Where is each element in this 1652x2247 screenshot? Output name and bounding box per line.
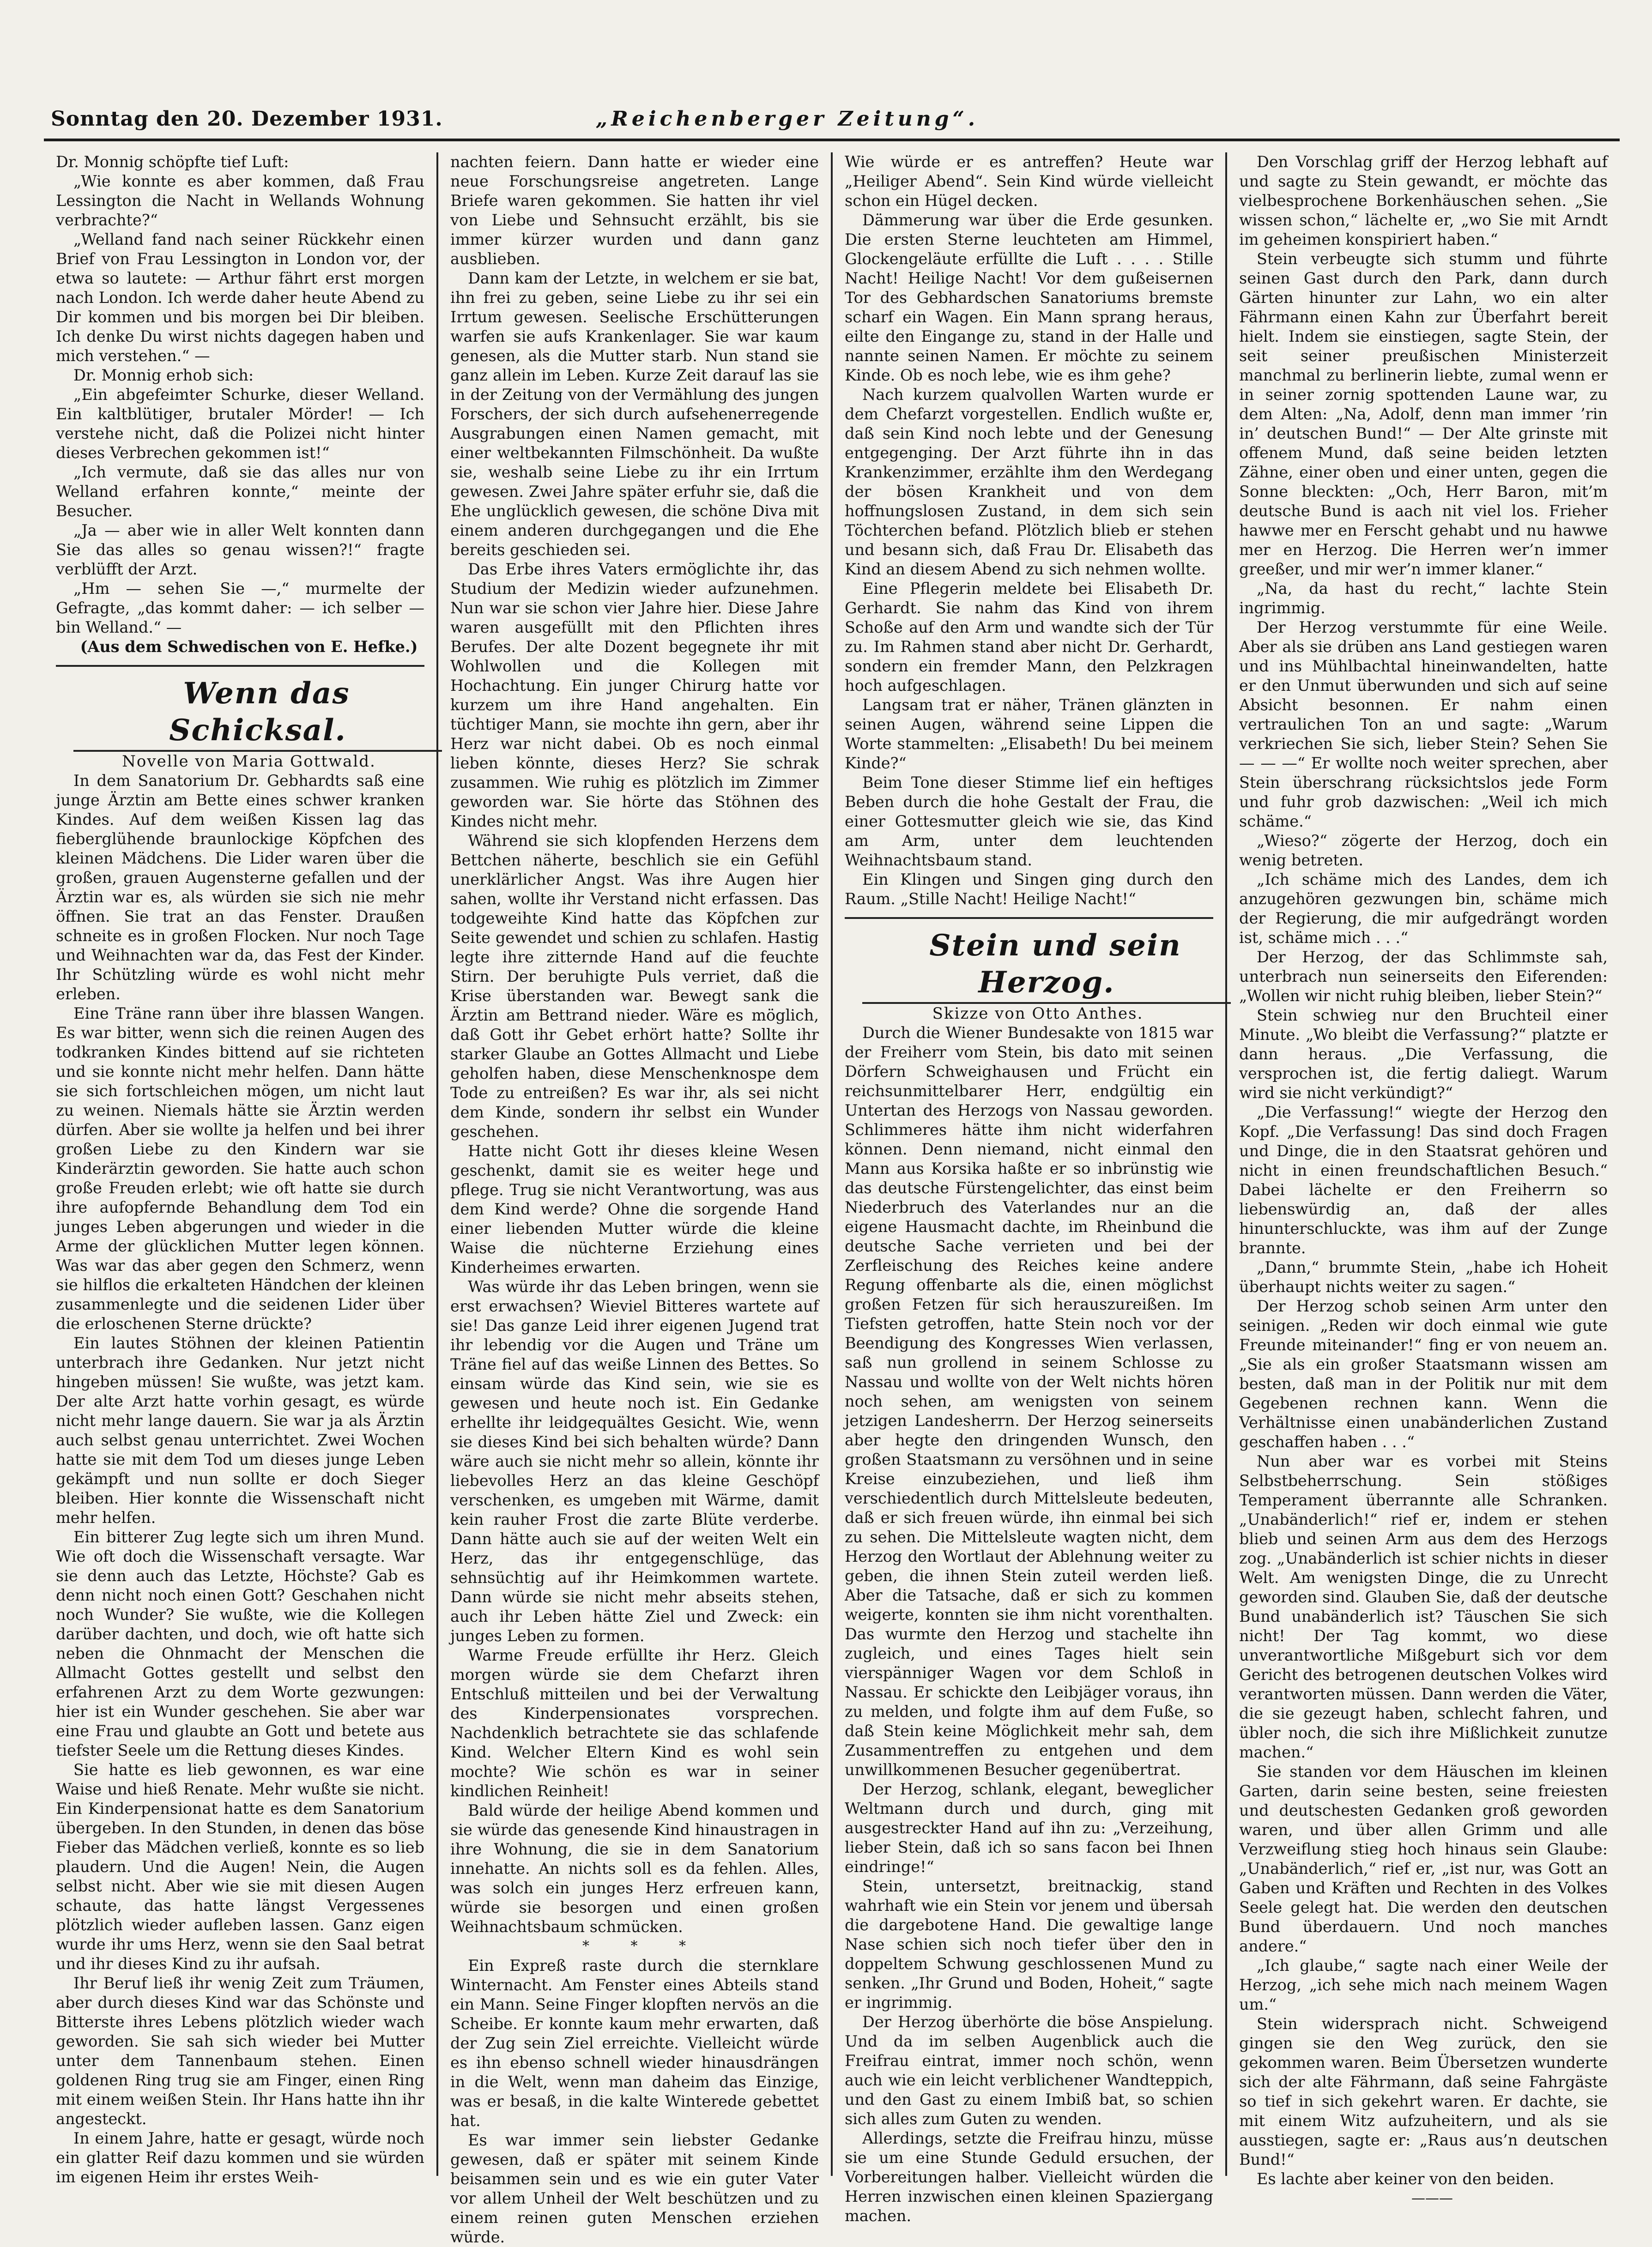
paragraph: Der Herzog überhörte die böse Anspielung. Und da im selben Augenblick auch die Freifrau eintrat, immer noch schön, wenn auch wie ein leicht verblichener Wandteppich, und den Gast zu einem Imbiß bat, so schien sich alles zum Guten zu wenden. [845, 2013, 1213, 2128]
paragraph: Hatte nicht Gott ihr dieses kleine Wesen geschenkt, damit sie es weiter hege und pflege. Trug sie nicht Verantwortung, was aus dem Kind werde? Ohne die sorgende Hand einer liebenden Mutter würde die kleine Waise die nüchterne Erziehung eines Kinderheimes erwarten. [450, 1142, 819, 1276]
scene-break: * * * [582, 1938, 705, 1954]
paragraph: Langsam trat er näher, Tränen glänzten in seinen Augen, während seine Lippen die Worte stammelten: „Elisabeth! Du bei meinem Kinde?“ [845, 696, 1213, 772]
paragraph: Was würde ihr das Leben bringen, wenn sie erst erwachsen? Wieviel Bitteres wartete auf sie! Das ganze Leid ihrer eigenen Jugend trat ihr lebendig vor die Augen und Träne um Träne fiel auf das weiße Linnen des Bettes. So einsam würde das Kind sein, wie sie es gewesen und heute noch ist. Ein Gedanke erhellte ihr leidgequältes Gesicht. Wie, wenn sie dieses Kind bei sich behalten würde? Dann wäre auch sie nicht mehr so allein, könnte ihr liebevolles Herz an das kleine Geschöpf verschenken, es umgeben mit Wärme, damit kein rauher Frost die zarte Blüte verderbe. Dann hätte auch sie auf der weiten Welt ein Herz, das ihr entgegenschlüge, das sehnsüchtig auf ihr Heimkommen wartete. Dann würde sie nicht mehr abseits stehen, auch ihr Leben hätte Ziel und Zweck: ein junges Leben zu formen. [450, 1278, 819, 1645]
paragraph: Es lachte aber keiner von den beiden. [1257, 2170, 1555, 2188]
paragraph: „Die Verfassung!“ wiegte der Herzog den Kopf. „Die Verfassung! Das sind doch Fragen und Dinge, die in den Staatsrat gehören und nicht in einen freundschaftlichen Besuch.“ Dabei lächelte er den Freiherrn so liebenswürdig an, daß der alles hinunterschluckte, was ihm auf der Zunge brannte. [1239, 1103, 1608, 1257]
paragraph: Der Herzog, der das Schlimmste sah, unterbrach nun seinerseits den Eiferenden: „Wollen wir nicht ruhig bleiben, lieber Stein?“ [1239, 948, 1608, 1005]
paragraph: Eine Träne rann über ihre blassen Wangen. Es war bitter, wenn sich die reinen Augen des todkranken Kindes bittend auf sie richteten und sie konnte nicht mehr helfen. Dann hätte sie sich fortschleichen mögen, um nicht laut zu weinen. Niemals hätte sie Ärztin werden dürfen. Aber sie wollte ja helfen und bei ihrer großen Liebe zu den Kindern war sie Kinderärztin geworden. Sie hatte auch schon große Freuden erlebt; wie oft hatte sie durch ihre aufopfernde Behandlung dem Tod ein junges Leben abgerungen und wieder in die Arme der glücklichen Mutter legen können. Was war das aber gegen den Schmerz, wenn sie hilflos die erkalteten Händchen der kleinen zusammenlegte und die seidenen Lider über die erloschenen Sterne drückte? [56, 1004, 424, 1333]
column-3 [833, 152, 1227, 2225]
paragraph: Stein schwieg nur den Bruchteil einer Minute. „Wo bleibt die Verfassung?“ platzte er dann heraus. „Die Verfassung, die versprochen ist, die fertig daliegt. Warum wird sie nicht verkündigt?“ [1239, 1006, 1608, 1102]
paragraph: Ein Klingen und Singen ging durch den Raum. „Stille Nacht! Heilige Nacht!“ [845, 870, 1213, 908]
paragraph: Allerdings, setzte die Freifrau hinzu, müsse sie um eine Stunde Geduld ersuchen, der Vorbereitungen halber. Vielleicht würden die Herren inzwischen einen kleinen Spaziergang machen. [845, 2129, 1213, 2225]
paragraph: Stein, untersetzt, breitnackig, stand wahrhaft wie ein Stein vor jenem und übersah die dargebotene Hand. Die gewaltige lange Nase schien sich noch tiefer über den in doppeltem Schwung geschlossenen Mund zu senken. „Ihr Grund und Boden, Hoheit,“ sagte er ingrimmig. [845, 1877, 1213, 2011]
paragraph: In einem Jahre, hatte er gesagt, würde noch ein glatter Reif dazu kommen und sie würden im eigenen Heim ihr erstes Weih- [56, 2129, 424, 2186]
paragraph: Dr. Monnig erhob sich: [73, 366, 254, 384]
story-title [56, 675, 424, 752]
issue-date: Sonntag den 20. Dezember 1931. [51, 107, 443, 131]
paragraph: Stein widersprach nicht. Schweigend gingen sie den Weg zurück, den sie gekommen waren. Beim Übersetzen wunderte sich der alte Fährmann, daß seine Fahrgäste so tief in sich gekehrt waren. Er dachte, sie mit einem Witz aufzuheitern, und als sie ausstiegen, sagte er: „Raus aus’n deutschen Bund!“ [1239, 2015, 1608, 2168]
paragraph: Sie standen vor dem Häuschen im kleinen Garten, darin seine besten, seine freiesten und deutschesten Gedanken groß geworden waren, und über allen Grimm und alle Verzweiflung stieg hoch hinaus sein Glaube: „Unabänderlich,“ rief er, „ist nur, was Gott an Gaben und Kräften und Rechten in des Volkes Seele gelegt hat. Die werden den deutschen Bund überdauern. Und noch manches andere.“ [1239, 1763, 1608, 1955]
paragraph: „Dann,“ brummte Stein, „habe ich Hoheit überhaupt nichts weiter zu sagen.“ [1239, 1258, 1608, 1296]
paragraph: Das Erbe ihres Vaters ermöglichte ihr, das Studium der Medizin wieder aufzunehmen. Nun war sie schon vier Jahre hier. Diese Jahre waren ausgefüllt mit den Pflichten ihres Berufes. Der alte Dozent begegnete ihr mit Wohlwollen und die Kollegen mit Hochachtung. Ein junger Chirurg hatte vor kurzem um ihre Hand angehalten. Ein tüchtiger Mann, sie mochte ihn gern, aber ihr Herz war nicht dabei. Ob es noch einmal lieben könnte, dieses Herz? Sie schrak zusammen. Wie ruhig es plötzlich im Zimmer geworden war. Sie hörte das Stöhnen des Kindes nicht mehr. [450, 560, 819, 830]
header-divider [44, 139, 1620, 141]
paragraph: Der Herzog schob seinen Arm unter den seinigen. „Reden wir doch einmal wie gute Freunde miteinander!“ fing er von neuem an. „Sie als ein großer Staatsmann wissen am besten, daß man in der Politik nur mit dem Gegebenen rechnen kann. Wenn die Verhältnisse einen unabänderlichen Zustand geschaffen haben . . .“ [1239, 1297, 1608, 1451]
paragraph: Stein verbeugte sich stumm und führte seinen Gast durch den Park, dann durch Gärten hinunter zur Lahn, wo ein alter Fährmann einen Kahn zur Überfahrt bereit hielt. Indem sie einstiegen, sagte Stein, der seit seiner preußischen Ministerzeit manchmal zu berlinerin liebte, zumal wenn er in seiner zornig spottenden Laune war, zu dem Alten: „Na, Adolf, denn man immer ’rin in’ deutschen Bund!“ — Der Alte grinste mit offenem Mund, daß seine beiden letzten Zähne, einer oben und einer unten, gegen die Sonne bleckten: „Och, Herr Baron, mit’m deutsche Bund is aach nit viel los. Frieher hawwe mer en Ferscht gehabt und nu hawwe mer en Herzog. Die Herren wer’n immer greeßer, und mir wer’n immer klaner.“ [1239, 250, 1608, 578]
column-2 [438, 152, 833, 2246]
paragraph: Durch die Wiener Bundesakte von 1815 war der Freiherr vom Stein, bis dato mit seinen Dörfern Schweighausen und Frücht ein reichsunmittelbarer Herr, endgültig ein Untertan des Herzogs von Nassau geworden. Schlimmeres hätte ihm nicht widerfahren können. Denn niemand, nicht einmal den Mann aus Korsika haßte er so inbrünstig wie das deutsche Fürstengelichter, das einst beim Niederbruch des Vaterlandes nur an die eigene Hausmacht dachte, im Rheinbund die deutsche Sache verrieten und bei der Zerfleischung des Reiches keine andere Regung offenbarte als die, einen möglichst großen Fetzen für sich herauszureißen. Im Tiefsten getroffen, hatte Stein noch vor der Beendigung des Kongresses Wien verlassen, saß nun grollend in seinem Schlosse zu Nassau und wollte von der Welt nichts hören noch sehen, am wenigsten von seinem jetzigen Landesherrn. Der Herzog seinerseits aber hegte den dringenden Wunsch, den großen Staatsmann zu versöhnen und in seine Kreise einzubeziehen, und ließ ihm verschiedentlich durch Mittelsleute bedeuten, daß er sich freuen würde, ihn einmal bei sich zu sehen. Die Mittelsleute wagten nicht, dem Herzog den Wortlaut der Ablehnung weiter zu geben, die ihnen Stein zuteil werden ließ. Aber die Tatsache, daß er sich zu kommen weigerte, konnten sie ihm nicht vorenthalten. Das wurmte den Herzog und stachelte ihn zugleich, und eines Tages hielt sein vierspänniger Wagen vor dem Schloß in Nassau. Er schickte den Leibjäger voraus, ihn zu melden, und folgte ihm auf dem Fuße, so daß Stein keine Möglichkeit mehr sah, dem Zusammentreffen zu entgehen und dem unwillkommenen Besucher gegenübertrat. [845, 1024, 1213, 1779]
paragraph: Eine Pflegerin meldete bei Elisabeth Dr. Gerhardt. Sie nahm das Kind von ihrem Schoße auf den Arm und wandte sich der Tür zu. Im Rahmen stand aber nicht Dr. Gerhardt, sondern ein fremder Mann, den Pelzkragen hoch aufgeschlagen. [845, 580, 1213, 695]
paragraph: „Hm — sehen Sie —,“ murmelte der Gefragte, „das kommt daher: — ich selber — bin Welland.“ — [56, 580, 424, 636]
paragraph: Nach kurzem qualvollen Warten wurde er dem Chefarzt vorgestellen. Endlich wußte er, daß sein Kind noch lebte und der Genesung entgegenging. Der Arzt führte ihn in das Krankenzimmer, erzählte ihm den Werdegang der bösen Krankheit und von dem hoffnungslosen Zustand, in dem sich sein Töchterchen befand. Plötzlich blieb er stehen und besann sich, daß Frau Dr. Elisabeth das Kind an diesem Abend zu sich nehmen wollte. [845, 386, 1213, 578]
translator-credit: (Aus dem Schwedischen von E. Hefke.) [80, 638, 418, 656]
story-title-text: Stein und sein Herzog. [862, 927, 1231, 1004]
paragraph: „Ein abgefeimter Schurke, dieser Welland. Ein kaltblütiger, brutaler Mörder! — Ich verstehe nicht, daß die Polizei nicht hinter dieses Verbrechen gekommen ist!“ [56, 386, 424, 462]
paragraph: „Wieso?“ zögerte der Herzog, doch ein wenig betreten. [1239, 832, 1608, 869]
paragraph: Warme Freude erfüllte ihr Herz. Gleich morgen würde sie dem Chefarzt ihren Entschluß mitteilen und bei der Verwaltung des Kinderpensionates vorsprechen. Nachdenklich betrachtete sie das schlafende Kind. Welcher Eltern Kind es wohl sein mochte? Wie schön es war in seiner kindlichen Reinheit! [450, 1646, 819, 1800]
paragraph: Ein lautes Stöhnen der kleinen Patientin unterbrach ihre Gedanken. Nur jetzt nicht hingeben müssen! Sie wußte, was jetzt kam. Der alte Arzt hatte vorhin gesagt, es würde nicht mehr lange dauern. Sie war ja als Ärztin auch selbst genau unterrichtet. Zwei Wochen hatte sie mit dem Tod um dieses junge Leben gekämpft und nun sollte er doch Sieger bleiben. Hier konnte die Wissenschaft nicht mehr helfen. [56, 1334, 424, 1527]
paragraph: „Ja — aber wie in aller Welt konnten dann Sie das alles so genau wissen?!“ fragte verblüfft der Arzt. [56, 521, 424, 578]
story-byline: Novelle von Maria Gottwald. [122, 752, 376, 771]
section-divider [845, 917, 1213, 919]
paragraph: „Ich vermute, daß sie das alles nur von Welland erfahren konnte,“ meinte der Besucher. [56, 463, 424, 520]
paragraph: Bald würde der heilige Abend kommen und sie würde das genesende Kind hinaustragen in ihre Wohnung, die sie in dem Sanatorium innehatte. An nichts soll es da fehlen. Alles, was solch ein junges Herz erfreuen kann, würde sie besorgen und einen großen Weihnachtsbaum schmücken. [450, 1801, 819, 1936]
paragraph: Ein Expreß raste durch die sternklare Winternacht. Am Fenster eines Abteils stand ein Mann. Seine Finger klopften nervös an die Scheibe. Er konnte kaum mehr erwarten, daß der Zug sein Ziel erreichte. Vielleicht würde es ihn ebenso schnell wieder hinausdrängen in die Welt, wenn man daheim das Einzige, was er besaß, in die kalte Winterede gebettet hat. [450, 1957, 819, 2130]
paragraph: Der Herzog, schlank, elegant, beweglicher Weltmann durch und durch, ging mit ausgestreckter Hand auf ihn zu: „Verzeihung, lieber Stein, daß ich so sans facon bei Ihnen eindringe!“ [845, 1780, 1213, 1876]
paragraph: Sie hatte es lieb gewonnen, es war eine Waise und hieß Renate. Mehr wußte sie nicht. Ein Kinderpensionat hatte es dem Sanatorium übergeben. In den Stunden, in denen das böse Fieber das Mädchen verließ, konnte es so lieb plaudern. Und die Augen! Nein, die Augen selbst nicht. Aber wie sie mit diesen Augen schaute, das hatte längst Vergessenes plötzlich wieder aufleben lassen. Ganz eigen wurde ihr ums Herz, wenn sie den Saal betrat und ihr dieses Kind zu ihr aufsah. [56, 1761, 424, 1973]
column-1 [44, 152, 438, 2186]
section-divider [56, 665, 424, 667]
paragraph: Dann kam der Letzte, in welchem er sie bat, ihn frei zu geben, seine Liebe zu ihr sei ein Irrtum gewesen. Seelische Erschütterungen warfen sie aufs Krankenlager. Sie war kaum genesen, als die Mutter starb. Nun stand sie ganz allein im Leben. Kurze Zeit darauf las sie in der Zeitung von der Vermählung des jungen Forschers, der sich durch aufsehenerregende Ausgrabungen einen Namen gemacht, mit einer weltbekannten Filmschönheit. Da wußte sie, weshalb seine Liebe zu ihr ein Irrtum gewesen. Zwei Jahre später erfuhr sie, daß die Ehe unglücklich gewesen, die schöne Diva mit einem anderen durchgegangen und die Ehe bereits geschieden sei. [450, 269, 819, 559]
paragraph: Der Herzog verstummte für eine Weile. Aber als sie drüben ans Land gestiegen waren und ins Mühlbachtal hineinwandelten, hatte er den Unmut überwunden und sich auf seine Absicht besonnen. Er nahm einen vertraulichen Ton an und sagte: „Warum verkriechen Sie sich, lieber Stein? Sehen Sie — — —“ Er wollte noch weiter sprechen, aber Stein überschrang rücksichtslos jede Form und fuhr grob dazwischen: „Weil ich mich schäme.“ [1239, 618, 1608, 830]
paragraph: „Ich glaube,“ sagte nach einer Weile der Herzog, „ich sehe mich nach meinem Wagen um.“ [1239, 1957, 1608, 2013]
paragraph: Dr. Monnig schöpfte tief Luft: [56, 153, 289, 171]
paragraph: In dem Sanatorium Dr. Gebhardts saß eine junge Ärztin am Bette eines schwer kranken Kindes. Auf dem weißen Kissen lag das fieberglühende braunlockige Köpfchen des kleinen Mädchens. Die Lider waren über die großen, grauen Augensterne gefallen und der Ärztin war es, als würden sie sich nie mehr öffnen. Sie trat an das Fenster. Draußen schneite es in großen Flocken. Nur noch Tage und Weihnachten war da, das Fest der Kinder. Ihr Schützling würde es wohl nicht mehr erleben. [56, 772, 424, 1003]
paragraph: Ein bitterer Zug legte sich um ihren Mund. Wie oft doch die Wissenschaft versagte. War sie denn auch das Letzte, Höchste? Gab es denn nicht noch einen Gott? Geschahen nicht noch Wunder? Sie wußte, wie die Kollegen darüber dachten, und doch, wie oft hatte sich neben die Ohnmacht der Menschen die Allmacht Gottes gestellt und selbst den erfahrenen Arzt zu dem Worte gezwungen: hier ist ein Wunder geschehen. Sie aber war eine Frau und glaubte an Gott und betete aus tiefster Seele um die Rettung dieses Kindes. [56, 1528, 424, 1759]
paragraph: Während sie sich klopfenden Herzens dem Bettchen näherte, beschlich sie ein Gefühl unerklärlicher Angst. Was ihre Augen hier sahen, wollte ihr Verstand nicht erfassen. Das todgeweihte Kind hatte das Köpfchen zur Seite gewendet und schien zu schlafen. Hastig legte ihre zitternde Hand auf die feuchte Stirn. Der beruhigte Puls verriet, daß die Krise überstanden war. Bewegt sank die Ärztin am Bettrand nieder. Wäre es möglich, daß Gott ihr Gebet erhört hatte? Sollte ihr starker Glaube an Gottes Allmacht und Liebe geholfen haben, diese Menschenknospe dem Tode zu entreißen? Es war ihr, als sei nicht dem Kinde, sondern ihr selbst ein Wunder geschehen. [450, 832, 819, 1141]
end-mark: ——— [1411, 2190, 1453, 2206]
paragraph: „Ich schäme mich des Landes, dem ich anzugehören gezwungen bin, schäme mich der Regierung, die mir aufgedrängt worden ist, schäme mich . . .“ [1239, 870, 1608, 947]
story-title-text: Wenn das Schicksal. [73, 675, 442, 752]
story-title [845, 927, 1213, 1004]
paragraph: Ihr Beruf ließ ihr wenig Zeit zum Träumen, aber durch dieses Kind war das Schönste und Bitterste ihres Lebens plötzlich wieder wach geworden. Sie sah sich wieder bei Mutter unter dem Tannenbaum stehen. Einen goldenen Ring trug sie am Finger, einen Ring mit einem weißen Stein. Ihr Hans hatte ihn ihr angesteckt. [56, 1974, 424, 2128]
paragraph: Nun aber war es vorbei mit Steins Selbstbeherrschung. Sein stößiges Temperament überrannte alle Schranken. „Unabänderlich!“ rief er, indem er stehen blieb und seinen Arm aus dem des Herzogs zog. „Unabänderlich ist schier nichts in dieser Welt. Am wenigsten Dinge, die zu Unrecht geworden sind. Glauben Sie, daß der deutsche Bund unabänderlich ist? Täuschen Sie sich nicht! Der Tag kommt, wo diese unverantwortliche Mißgeburt sich vor dem Gericht des betrogenen deutschen Volkes wird verantworten müssen. Dann werden die Väter, die sie gezeugt haben, schlecht fahren, und übler noch, die sich ihre Mißlichkeit zunutze machen.“ [1239, 1452, 1608, 1761]
paragraph: Wie würde er es antreffen? Heute war „Heiliger Abend“. Sein Kind würde vielleicht schon ein Hügel decken. [845, 153, 1213, 210]
paragraph: „Na, da hast du recht,“ lachte Stein ingrimmig. [1239, 580, 1608, 617]
paragraph: Beim Tone dieser Stimme lief ein heftiges Beben durch die hohe Gestalt der Frau, die einer Gottesmutter gleich wie sie, das Kind am Arm, unter dem leuchtenden Weihnachtsbaum stand. [845, 773, 1213, 869]
story-byline: Skizze von Otto Anthes. [932, 1004, 1144, 1023]
newspaper-title: „Reichenberger Zeitung“. [596, 107, 979, 131]
paragraph: Den Vorschlag griff der Herzog lebhaft auf und sagte zu Stein gewandt, er möchte das vielbesprochene Borkenhäuschen sehen. „Sie wissen schon,“ lächelte er, „wo Sie mit Arndt im geheimen konspiriert haben.“ [1239, 153, 1608, 248]
article-columns [44, 152, 1620, 2246]
paragraph: Es war immer sein liebster Gedanke gewesen, daß er später mit seinem Kinde beisammen sein und es wie ein guter Vater vor allem Unheil der Welt beschützen und zu einem reinen guten Menschen erziehen würde. [450, 2131, 819, 2246]
column-4 [1227, 152, 1620, 2206]
paragraph: „Welland fand nach seiner Rückkehr einen Brief von Frau Lessington in London vor, der etwa so lautete: — Arthur fährt erst morgen nach London. Ich werde daher heute Abend zu Dir kommen und bis morgen bei Dir bleiben. Ich denke Du wirst nichts dagegen haben und mich verstehen.“ — [56, 230, 424, 365]
paragraph: „Wie konnte es aber kommen, daß Frau Lessington die Nacht in Wellands Wohnung verbrachte?“ [56, 172, 424, 229]
paragraph: Dämmerung war über die Erde gesunken. Die ersten Sterne leuchteten am Himmel, Glockengeläute erfüllte die Luft . . . . Stille Nacht! Heilige Nacht! Vor dem gußeisernen Tor des Gebhardschen Sanatoriums bremste scharf ein Wagen. Ein Mann sprang heraus, eilte den Eingange zu, stand in der Halle und nannte seinen Namen. Er möchte zu seinem Kinde. Ob es noch lebe, wie es ihm gehe? [845, 211, 1213, 384]
paragraph: nachten feiern. Dann hatte er wieder eine neue Forschungsreise angetreten. Lange Briefe waren gekommen. Sie hatten ihr viel von Liebe und Sehnsucht erzählt, bis sie immer kürzer wurden und dann ganz ausblieben. [450, 153, 819, 268]
